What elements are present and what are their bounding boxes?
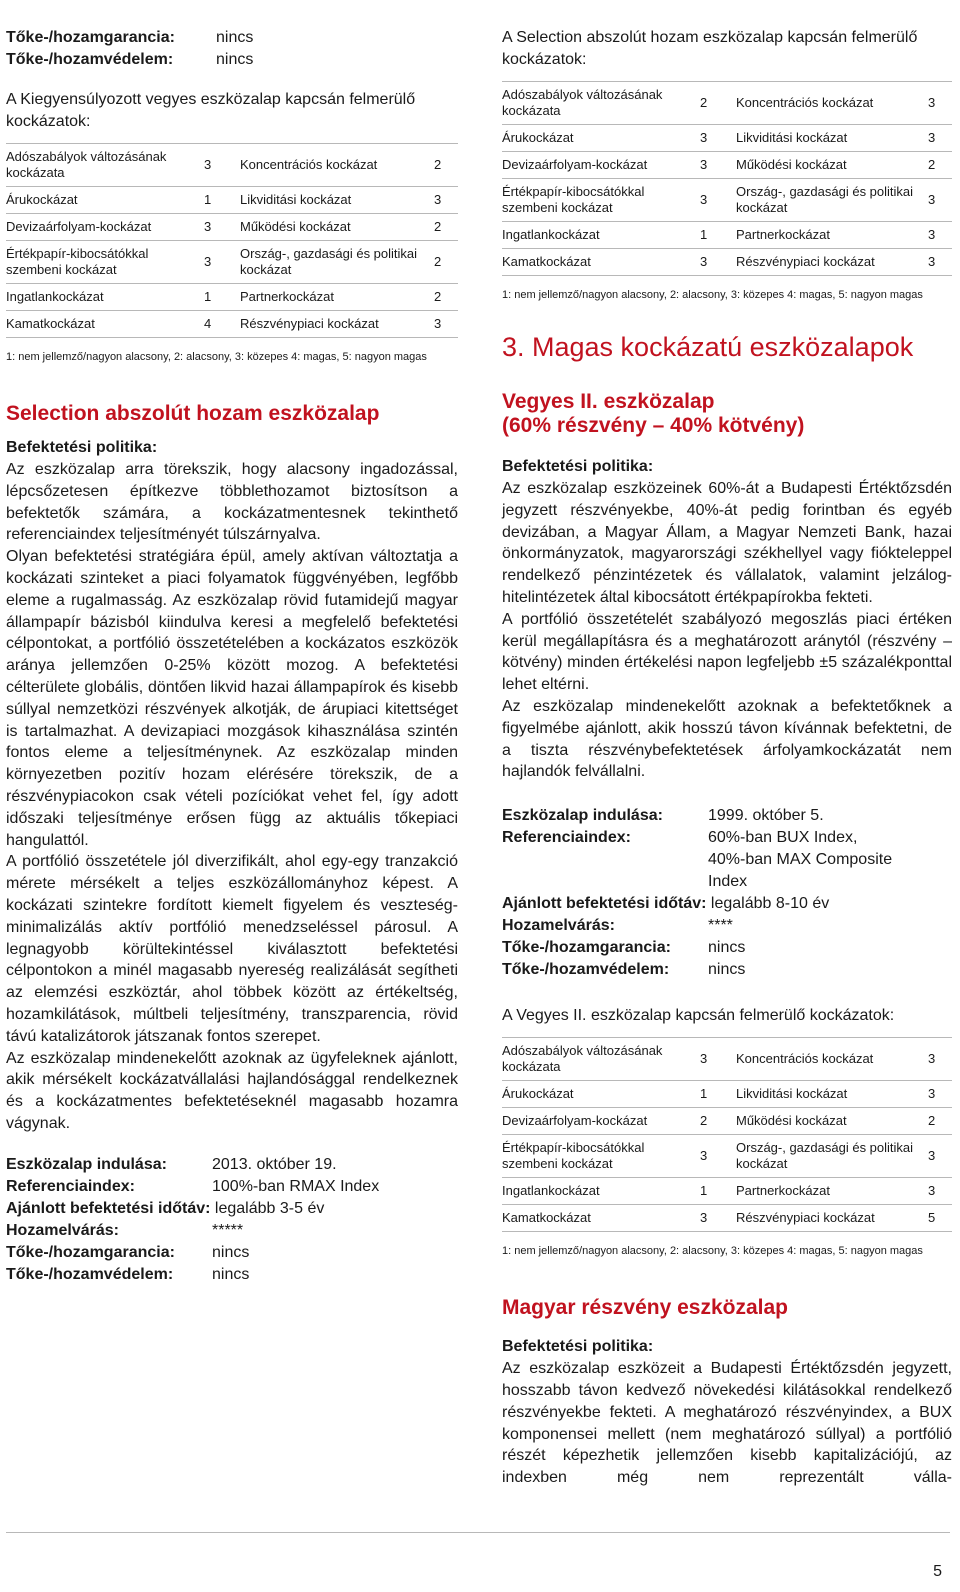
risk-table xyxy=(6,143,458,338)
paragraph: Az eszközalap arra törekszik, hogy alacsony ingadozással, lépcsőzetesen építkezve többlethozamot biztosítson a befektetők számára, a kockázatmentesnek tekinthető referenciaindex teljesítményét túlszárnyalva. xyxy=(6,461,458,544)
fund-facts xyxy=(6,1154,458,1286)
risk-value: 2 xyxy=(700,1108,736,1135)
fact-protection-key: Tőke-/hozamvédelem: xyxy=(502,961,670,979)
risk-row xyxy=(502,1108,952,1135)
risk-name: Értékpapír-kibocsátókkal szembeni kockázat xyxy=(502,1135,700,1178)
risk-value: 3 xyxy=(928,125,952,152)
risk-name: Ingatlankockázat xyxy=(502,1178,700,1205)
protection-key: Tőke-/hozamvédelem: xyxy=(6,51,174,68)
risk-value: 3 xyxy=(434,187,458,214)
fact-guarantee-key: Tőke-/hozamgarancia: xyxy=(502,939,671,957)
risk-row xyxy=(502,1178,952,1205)
risk-row xyxy=(502,249,952,276)
risk-name: Részvénypiaci kockázat xyxy=(736,249,928,276)
fact-ref-key: Referenciaindex: xyxy=(6,1177,135,1195)
fact-start-value: 2013. október 19. xyxy=(212,1155,337,1173)
fact-start-key: Eszközalap indulása: xyxy=(502,807,663,825)
risk-value: 2 xyxy=(928,1108,952,1135)
risk-name: Árukockázat xyxy=(502,1081,700,1108)
risk-value: 3 xyxy=(700,1038,736,1081)
guarantee-value: nincs xyxy=(216,29,254,46)
risk-name: Devizaárfolyam-kockázat xyxy=(502,152,700,179)
risk-value: 3 xyxy=(928,249,952,276)
risk-row xyxy=(502,1081,952,1108)
protection-value: nincs xyxy=(216,51,254,68)
fact-start-value: 1999. október 5. xyxy=(708,807,824,825)
risk-value: 1 xyxy=(700,1178,736,1205)
fact-protection-key: Tőke-/hozamvédelem: xyxy=(6,1265,174,1283)
risk-value: 3 xyxy=(928,1135,952,1178)
risk-table xyxy=(502,81,952,276)
risk-name: Ország-, gazdasági és politikai kockázat xyxy=(736,1135,928,1178)
risk-value: 3 xyxy=(700,1135,736,1178)
fact-ref-value xyxy=(708,827,892,893)
paragraph: Olyan befektetési stratégiára épül, amely aktívan változtatja a kockázati szinteket a piaci folyamatok függvényében, legfőbb eleme a rugalmasság. Az eszközalap rövid futamidejű magyar állampapír bázisból kiindulva keresi a megfelelő befektetési célpontokat, a portfólió összetételében a kockázatos eszközök aránya jellemzően 0-25% között mozog. A befektetési célterülete globális, döntően likvid hazai állampapírok és kisebb súllyal nemzetközi részvények alkotják, de árupiaci kitettséget is tartalmazhat. A devizapiaci mozgások kihasználása szintén fontos eleme a teljesítménynek. Az eszközalap minden környezetben pozitív hozam elérésére törekszik, de a részvénypiacokon csak vételi pozíciókat vehet fel, így adott időszaki teljesítménye erősen függ az aktuális tőkepiaci hangulattól. xyxy=(6,548,458,849)
section-title: 3. Magas kockázatú eszközalapok xyxy=(502,332,914,362)
policy-heading-3: Befektetési politika: xyxy=(502,1338,654,1356)
fund-title: Selection abszolút hozam eszközalap xyxy=(6,402,380,425)
fact-guarantee-value: nincs xyxy=(708,939,746,957)
risk-row xyxy=(502,152,952,179)
fact-protection-value: nincs xyxy=(212,1265,250,1283)
risk-row xyxy=(6,187,458,214)
risk-value: 3 xyxy=(204,144,240,187)
paragraph: Az eszközalap mindenekelőtt azoknak az ügyfeleknek ajánlott, akik mérsékelt kockázatvállalási hajlandósággal rendelkeznek és a kockázatmentes befektetéseknél magasabb hozamra vágynak. xyxy=(6,1049,458,1132)
fact-horizon-key: Ajánlott befektetési időtáv: xyxy=(502,895,707,913)
fact-guarantee-key: Tőke-/hozamgarancia: xyxy=(6,1243,175,1261)
risk-value: 3 xyxy=(204,214,240,241)
fact-ref-key: Referenciaindex: xyxy=(502,829,631,847)
risk-table-title: A Selection abszolút hozam eszközalap kapcsán felmerülő kockázatok: xyxy=(502,29,918,68)
risk-row xyxy=(502,179,952,222)
risk-name: Likviditási kockázat xyxy=(736,125,928,152)
risk-row xyxy=(502,125,952,152)
policy-text xyxy=(502,478,952,783)
risk-table-title: A Kiegyensúlyozott vegyes eszközalap kapcsán felmerülő kockázatok: xyxy=(6,91,416,130)
risk-name: Koncentrációs kockázat xyxy=(736,1038,928,1081)
risk-row xyxy=(6,214,458,241)
risk-row xyxy=(6,284,458,311)
risk-name: Részvénypiaci kockázat xyxy=(240,311,434,338)
risk-value: 3 xyxy=(434,311,458,338)
fact-start-key: Eszközalap indulása: xyxy=(6,1155,167,1173)
fact-guarantee-value: nincs xyxy=(212,1243,250,1261)
risk-name: Devizaárfolyam-kockázat xyxy=(6,214,204,241)
risk-value: 2 xyxy=(928,152,952,179)
fact-yield-value: ***** xyxy=(212,1221,244,1239)
guarantee-key: Tőke-/hozamgarancia: xyxy=(6,29,175,46)
risk-value: 3 xyxy=(700,152,736,179)
policy-heading: Befektetési politika: xyxy=(6,439,158,456)
risk-name: Koncentrációs kockázat xyxy=(736,82,928,125)
fund-title-3: Magyar részvény eszközalap xyxy=(502,1296,788,1320)
policy-text-3: Az eszközalap eszközeit a Budapesti Értéktőzsdén jegyzett, hosszabb távon kedvező növekedési kilátásokkal rendelkező részvényekbe fekteti. A meghatározó részvényindex, a BUX komponensei mellett (nem meghatározó súllyal) a portfólió részét képezhetik jellemzően kisebb kapitalizációjú, az indexben még nem reprezentált válla- xyxy=(502,1360,952,1487)
risk-name: Adószabályok változásának kockázata xyxy=(6,144,204,187)
risk-name: Ingatlankockázat xyxy=(502,222,700,249)
policy-text xyxy=(6,459,458,1135)
risk-value: 3 xyxy=(928,222,952,249)
risk-value: 1 xyxy=(700,222,736,249)
risk-value: 1 xyxy=(204,284,240,311)
risk-legend-2: 1: nem jellemző/nagyon alacsony, 2: alacsony, 3: közepes 4: magas, 5: nagyon magas xyxy=(502,1245,923,1258)
fact-yield-value: **** xyxy=(708,917,733,935)
risk-name: Értékpapír-kibocsátókkal szembeni kockázat xyxy=(502,179,700,222)
risk-value: 3 xyxy=(928,82,952,125)
risk-value: 1 xyxy=(700,1081,736,1108)
risk-table-title-2: A Vegyes II. eszközalap kapcsán felmerülő kockázatok: xyxy=(502,1007,895,1025)
risk-value: 2 xyxy=(434,241,458,284)
risk-row xyxy=(502,1038,952,1081)
fund-title-line1: Vegyes II. eszközalap xyxy=(502,390,715,413)
paragraph: A portfólió összetétele jól diverzifikált, ahol egy-egy tranzakció mérete mérsékelt a teljes eszközállományhoz képest. A kockázati szintekre fordított kiemelt figyelem és veszteség-minimalizálás aktív portfólió menedzseléssel párosul. A legnagyobb körültekintéssel kiválasztott befektetési célpontokon a minél magasabb nyereség realizálását segítheti az elemzési eszköztár, ahol többek között az értékeltség, hozamkilátások, múltbeli teljesítmény, transzparencia, rövid távú katalizátorok játszanak fontos szerepet. xyxy=(6,853,458,1045)
risk-value: 2 xyxy=(700,82,736,125)
risk-value: 3 xyxy=(928,179,952,222)
risk-value: 3 xyxy=(928,1178,952,1205)
risk-name: Működési kockázat xyxy=(736,152,928,179)
fact-protection-value: nincs xyxy=(708,961,746,979)
risk-value: 2 xyxy=(434,144,458,187)
fact-yield-key: Hozamelvárás: xyxy=(502,917,615,935)
fact-horizon-value: legalább 8-10 év xyxy=(706,895,830,913)
risk-name: Partnerkockázat xyxy=(240,284,434,311)
risk-row xyxy=(502,222,952,249)
page-number: 5 xyxy=(933,1563,942,1580)
policy-heading: Befektetési politika: xyxy=(502,458,654,475)
risk-row xyxy=(6,241,458,284)
risk-name: Likviditási kockázat xyxy=(736,1081,928,1108)
left-column xyxy=(6,0,458,1286)
risk-value: 4 xyxy=(204,311,240,338)
risk-row xyxy=(502,82,952,125)
fund-facts xyxy=(502,805,952,981)
risk-name: Működési kockázat xyxy=(240,214,434,241)
risk-name: Adószabályok változásának kockázata xyxy=(502,1038,700,1081)
fact-ref-value: 100%-ban RMAX Index xyxy=(212,1177,380,1195)
risk-value: 3 xyxy=(928,1081,952,1108)
risk-name: Működési kockázat xyxy=(736,1108,928,1135)
risk-name: Kamatkockázat xyxy=(502,249,700,276)
risk-name: Árukockázat xyxy=(502,125,700,152)
risk-value: 1 xyxy=(204,187,240,214)
fact-ref-line3: Index xyxy=(708,873,748,891)
risk-legend: 1: nem jellemző/nagyon alacsony, 2: alacsony, 3: közepes 4: magas, 5: nagyon magas xyxy=(6,351,427,363)
paragraph: Az eszközalap mindenekelőtt azoknak a befektetőknek a figyelmébe ajánlott, akik hosszú távon kívánnak befektetni, de a tiszta részvénybefektetések árfolyamkockázatát nem hajlandók felvállalni. xyxy=(502,697,952,781)
fact-ref-line2: 40%-ban MAX Composite xyxy=(708,851,893,869)
risk-value: 2 xyxy=(434,214,458,241)
fact-yield-key: Hozamelvárás: xyxy=(6,1221,119,1239)
risk-name: Ingatlankockázat xyxy=(6,284,204,311)
risk-name: Partnerkockázat xyxy=(736,1178,928,1205)
risk-row xyxy=(502,1135,952,1178)
right-column xyxy=(502,0,952,1489)
risk-value: 5 xyxy=(928,1205,952,1232)
paragraph: A portfólió összetételét szabályozó megoszlás piaci értéken kerül megállapításra és a meghatározott aránytól (részvény – kötvény) minden értékelési napon legfeljebb ±5 százalékponttal lehet eltérni. xyxy=(502,610,952,694)
footer-divider xyxy=(6,1532,950,1533)
risk-value: 3 xyxy=(204,241,240,284)
risk-value: 3 xyxy=(700,1205,736,1232)
risk-name: Partnerkockázat xyxy=(736,222,928,249)
risk-row xyxy=(502,1205,952,1232)
fact-ref-line1: 60%-ban BUX Index, xyxy=(708,829,858,847)
fact-horizon-value: legalább 3-5 év xyxy=(210,1199,325,1217)
risk-name: Devizaárfolyam-kockázat xyxy=(502,1108,700,1135)
risk-table-2 xyxy=(502,1037,952,1232)
risk-name: Kamatkockázat xyxy=(502,1205,700,1232)
risk-value: 3 xyxy=(928,1038,952,1081)
risk-name: Értékpapír-kibocsátókkal szembeni kockázat xyxy=(6,241,204,284)
fund-title-line2: (60% részvény – 40% kötvény) xyxy=(502,414,805,437)
fact-horizon-key: Ajánlott befektetési időtáv: xyxy=(6,1199,211,1217)
risk-name: Részvénypiaci kockázat xyxy=(736,1205,928,1232)
risk-value: 3 xyxy=(700,179,736,222)
risk-value: 3 xyxy=(700,249,736,276)
risk-name: Koncentrációs kockázat xyxy=(240,144,434,187)
risk-value: 3 xyxy=(700,125,736,152)
risk-name: Adószabályok változásának kockázata xyxy=(502,82,700,125)
risk-value: 2 xyxy=(434,284,458,311)
risk-name: Árukockázat xyxy=(6,187,204,214)
risk-name: Kamatkockázat xyxy=(6,311,204,338)
risk-legend: 1: nem jellemző/nagyon alacsony, 2: alacsony, 3: közepes 4: magas, 5: nagyon magas xyxy=(502,289,923,301)
risk-row xyxy=(6,311,458,338)
risk-name: Ország-, gazdasági és politikai kockázat xyxy=(240,241,434,284)
risk-name: Ország-, gazdasági és politikai kockázat xyxy=(736,179,928,222)
paragraph: Az eszközalap eszközeinek 60%-át a Budapesti Értéktőzsdén jegyzett részvényekbe, 40%-át pedig forintban és egyéb devizában, a Magyar Állam, a Magyar Nemzeti Bank, hazai önkormányzatok, magyarországi székhellyel vagy fióktelеppel rendelkező pénzintézetek és vállalatok, valamint jelzálog-hitelintézetek által kibocsátott értékpapírokba fekteti. xyxy=(502,480,952,606)
risk-row xyxy=(6,144,458,187)
risk-name: Likviditási kockázat xyxy=(240,187,434,214)
top-guarantee-block xyxy=(6,27,458,71)
